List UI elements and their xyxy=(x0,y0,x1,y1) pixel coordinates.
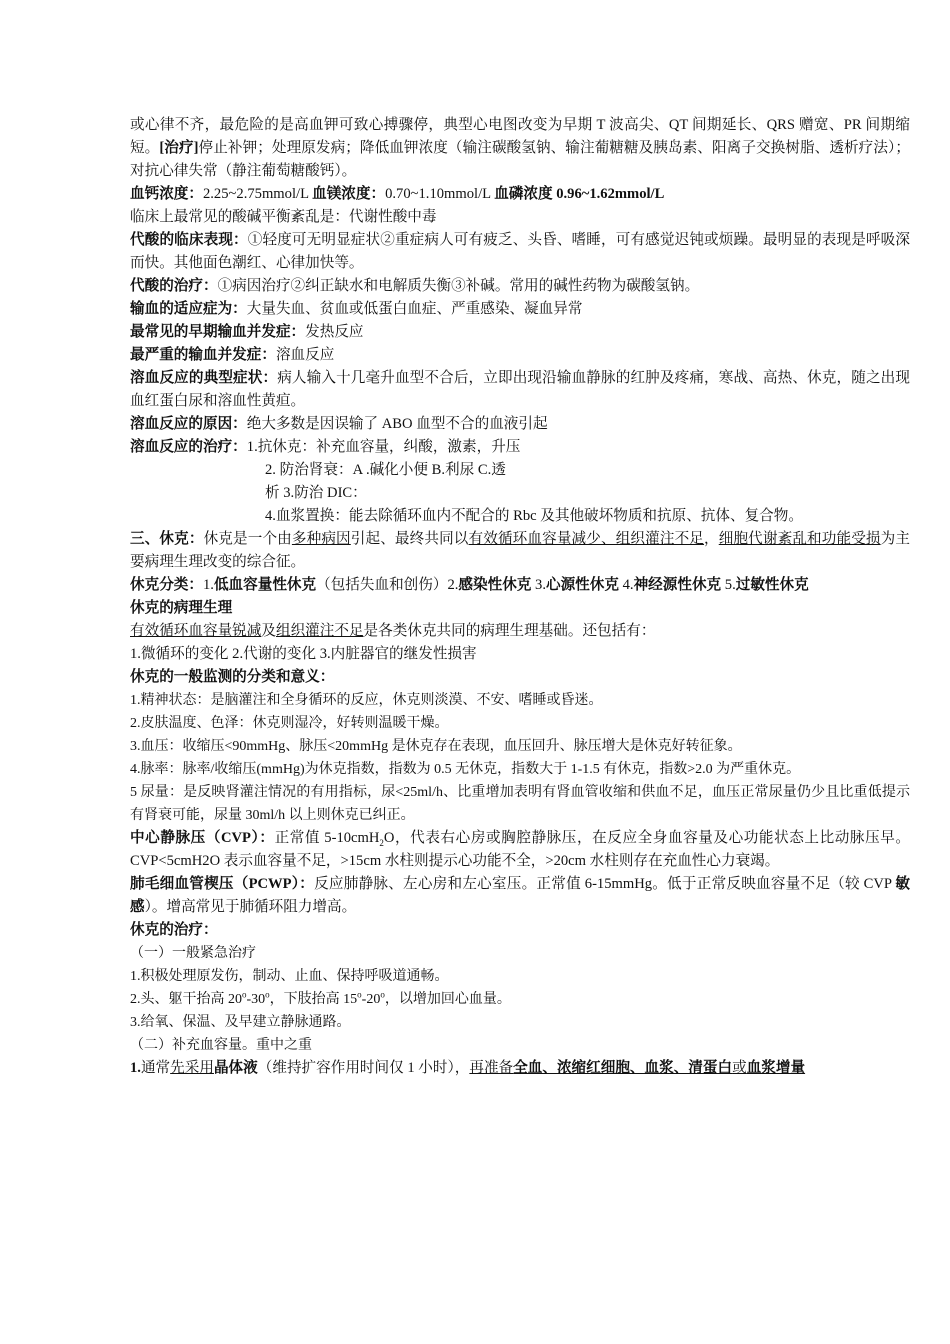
treatment-section-2: （二）补充血容量。重中之重 xyxy=(130,1038,312,1053)
shock-definition: 三、休克：休克是一个由多种病因引起、最终共同以有效循环血容量减少、组织灌注不足，细胞代谢紊乱和功能受损为主要病理生理改变的综合征。 xyxy=(130,531,910,570)
acidosis-treatment: 代酸的治疗：①病因治疗②纠正缺水和电解质失衡③补碱。常用的碱性药物为碳酸氢钠。 xyxy=(130,278,700,294)
monitoring-item-1: 1.精神状态：是脑灌注和全身循环的反应，休克则淡漠、不安、嗜睡或昏迷。 xyxy=(130,693,603,708)
treatment-item-2: 2.头、躯干抬高 20$^o$-30$^o$，下肢抬高 15$^o$-20$^o$，以增加回心血量。 xyxy=(130,989,511,1007)
hemolysis-treatment-1: 溶血反应的治疗：1.抗休克：补充血容量，纠酸，激素，升压 xyxy=(130,439,521,455)
monitoring-item-5: 5 尿量：是反映肾灌注情况的有用指标，尿<25ml/h、比重增加表明有肾血管收缩和供血不足，血压正常尿量仍少且比重低提示有肾衰可能，尿量 30ml/h 以上则休克已纠正。 xyxy=(130,785,910,823)
monitoring-item-2: 2.皮肤温度、色泽：休克则湿冷，好转则温暖干燥。 xyxy=(130,716,449,731)
early-complication: 最常见的早期输血并发症：发热反应 xyxy=(130,324,364,340)
hemolysis-symptoms: 溶血反应的典型症状：病人输入十几毫升血型不合后，立即出现沿输血静脉的红肿及疼痛，寒战、高热、休克，随之出现血红蛋白尿和溶血性黄疸。 xyxy=(130,370,910,409)
monitoring-item-3: 3.血压：收缩压<90mmHg、脉压<20mmHg 是休克存在表现，血压回升、脉压增大是休克好转征象。 xyxy=(130,739,742,754)
acidosis-clinical: 代酸的临床表现：①轻度可无明显症状②重症病人可有疲乏、头昏、嗜睡，可有感觉迟钝或烦躁。最明显的表现是呼吸深而快。其他面色潮红、心律加快等。 xyxy=(130,232,910,271)
shock-classification: 休克分类：1.低血容量性休克（包括失血和创伤）2.感染性休克 3.心源性休克 4.神经源性休克 5.过敏性休克 xyxy=(130,577,809,593)
hyperkalemia-paragraph: 或心律不齐，最危险的是高血钾可致心搏骤停，典型心电图改变为早期 T 波高尖、QT 间期延长、QRS 赠宽、PR 间期缩短。[治疗]停止补钾；处理原发病；降低血钾浓度（输注碳酸氢钠、输注葡糖糖及胰岛素、阳离子交换树脂、透析疗法）；对抗心律失常（静注葡萄糖酸钙）。 xyxy=(130,117,910,179)
monitoring-item-4: 4.脉率：脉率/收缩压(mmHg)为休克指数，指数为 0.5 无休克，指数大于 1-1.5 有休克，指数>2.0 为严重休克。 xyxy=(130,762,801,777)
pcwp-paragraph: 肺毛细血管楔压（PCWP）：反应肺静脉、左心房和左心室压。正常值 6-15mmHg。低于正常反映血容量不足（较 CVP 敏感）。增高常见于肺循环阻力增高。 xyxy=(130,876,910,915)
hemolysis-treatment-2: 2. 防治肾衰：A .碱化小便 B.利尿 C.透 xyxy=(265,462,506,478)
transfusion-indications: 输血的适应症为：大量失血、贫血或低蛋白血症、严重感染、凝血异常 xyxy=(130,301,583,317)
fluid-paragraph: 1.通常先采用晶体液（维持扩容作用时间仅 1 小时），再准备全血、浓缩红细胞、血浆、清蛋白或血浆增量 xyxy=(130,1060,806,1076)
pathophysiology-heading: 休克的病理生理 xyxy=(130,600,233,616)
hemolysis-cause: 溶血反应的原因：绝大多数是因误输了 ABO 血型不合的血液引起 xyxy=(130,416,548,432)
document-page xyxy=(130,114,910,1080)
acid-base-common: 临床上最常见的酸碱平衡紊乱是：代谢性酸中毒 xyxy=(130,209,437,225)
treatment-item-3: 3.给氧、保温、及早建立静脉通路。 xyxy=(130,1015,351,1030)
hemolysis-treatment-3: 析 3.防治 DIC： xyxy=(265,485,367,501)
hemolysis-treatment-4: 4.血浆置换：能去除循环血内不配合的 Rbc 及其他破坏物质和抗原、抗体、复合物。 xyxy=(265,508,803,524)
treatment-heading: 休克的治疗： xyxy=(130,922,218,938)
pathophysiology-list: 1.微循环的变化 2.代谢的变化 3.内脏器官的继发性损害 xyxy=(130,646,477,662)
severe-complication: 最严重的输血并发症：溶血反应 xyxy=(130,347,335,363)
treatment-section-1: （一）一般紧急治疗 xyxy=(130,946,256,961)
monitoring-heading: 休克的一般监测的分类和意义： xyxy=(130,669,335,685)
electrolyte-values: 血钙浓度：2.25~2.75mmol/L 血镁浓度：0.70~1.10mmol/L 血磷浓度 0.96~1.62mmol/L xyxy=(130,186,665,202)
treatment-item-1: 1.积极处理原发伤，制动、止血、保持呼吸道通畅。 xyxy=(130,969,449,984)
pathophysiology-text: 有效循环血容量锐减及组织灌注不足是各类休克共同的病理生理基础。还包括有： xyxy=(130,623,656,639)
cvp-paragraph: 中心静脉压（CVP）：正常值 5-10cmH$_2$O，代表右心房或胸腔静脉压，在反应全身血容量及心功能状态上比动脉压早。CVP<5cmH2O 表示血容量不足，>15cm 水柱则提示心功能不全，>20cm 水柱则存在充血性心力衰竭。 xyxy=(130,830,910,869)
